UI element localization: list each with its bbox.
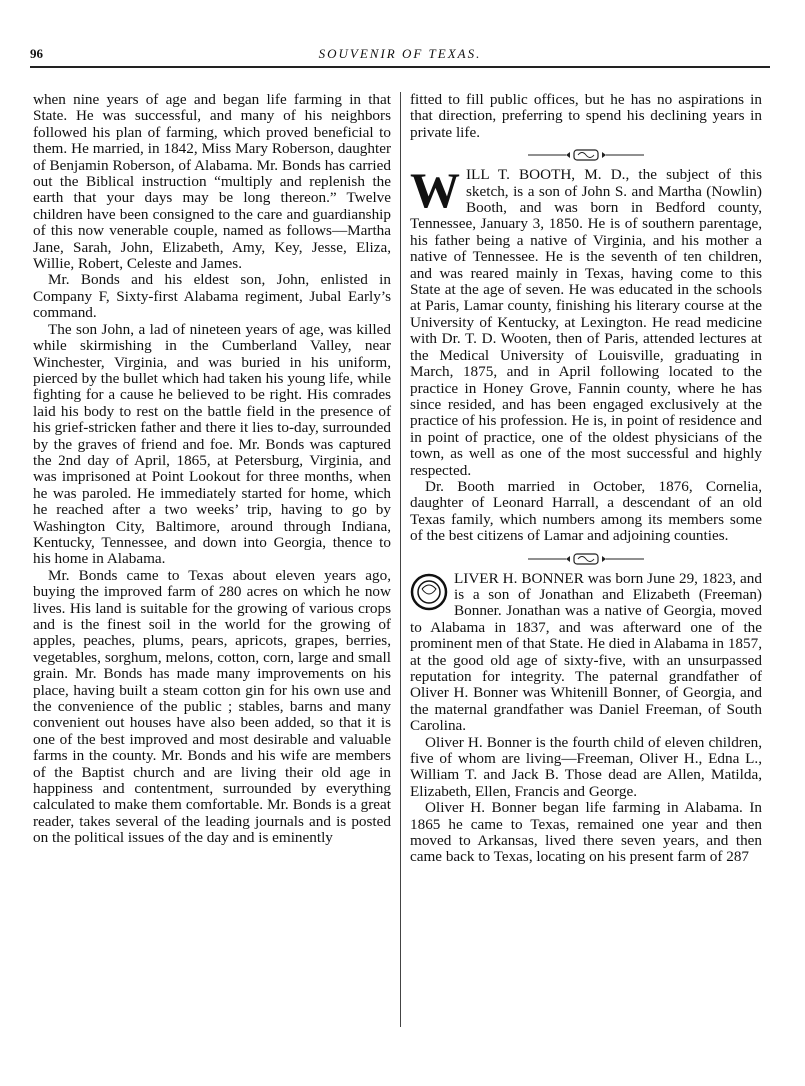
ornament-divider-icon xyxy=(526,148,646,162)
section-ornament xyxy=(410,552,762,566)
booth-name: ILL T. BOOTH, M. D., xyxy=(466,167,630,184)
page-number: 96 xyxy=(30,46,43,61)
bonds-paragraph-1: when nine years of age and began life farming in that State. He was successful, and many of his neighbors followed his plan of farming, which proved beneficial to them. He married, in 1842, Miss Mary Roberson, daughter of Benjamin Roberson, of Alabama. Mr. Bonds has carried out the Biblical instruction “multiply and replenish the earth that your days may be long thereon.” Twelve children have been consigned to the care and guardianship of this now venerable couple, named as follows—Martha Jane, Sarah, John, Elizabeth, Amy, Key, Jesse, Eliza, Willie, Robert, Celeste and James. xyxy=(33,91,391,273)
booth-paragraph-1 xyxy=(410,167,762,479)
bonds-paragraph-continued: fitted to fill public offices, but he has no aspirations in that direction, preferring to spend his declining years in private life. xyxy=(410,91,762,141)
bonner-paragraph-2: Oliver H. Bonner is the fourth child of eleven children, five of whom are living—Freeman, Oliver H., Edna L., William T. and Jack B. Those dead are Allen, Matilda, Elizabeth, Ellen, Francis and George. xyxy=(410,733,762,800)
bonds-paragraph-4: Mr. Bonds came to Texas about eleven years ago, buying the improved farm of 280 acres on which he now lives. His land is suitable for the growing of various crops and is the finest soil in the world for the growing of apples, peaches, plums, pears, apricots, grapes, berries, vegetables, sorghum, melons, cotton, corn, large and small grain. Mr. Bonds has made many improvements on his place, having built a steam cotton gin for his own use and the convenience of the public ; stables, barns and many convenient out houses have also been added, so that it is one of the best improved and most desirable and valuable farms in the county. Mr. Bonds and his wife are members of the Baptist church and are living their old age in happiness and contentment, surrounded by everything calculated to make them comfortable. Mr. Bonds is a great reader, takes several of the leading journals and is posted on the political issues of the day and is eminently xyxy=(33,566,391,847)
booth-biography xyxy=(410,167,762,544)
booth-paragraph-1-text: the subject of this sketch, is a son of John S. and Martha (Nowlin) Booth, and was born in Bedford county, Tennessee, January 3, 1850. He is of southern parentage, his father being a native of Virginia, and his mother a native of Tennessee. He is the seventh of ten children, and was reared mainly in Texas, having come to this State at the age of seven. He was educated in the schools at Paris, Lamar county, finishing his literary course at the University of Kentucky, at Lexington. He read medicine with Dr. T. D. Wooten, then of Paris, attended lectures at the Medical University of Louisville, graduating in March, 1875, and in April following located to the practice in Honey Grove, Fannin county, where he has since resided, and has been engaged exclusively at the practice of his profession. He is, in point of residence and in point of practice, one of the oldest physicians of the town, as well as one of the most successful and highly respected. xyxy=(410,167,762,479)
header-rule xyxy=(30,66,770,68)
right-column xyxy=(410,92,762,866)
bonner-paragraph-1 xyxy=(410,571,762,735)
bonds-paragraph-2: Mr. Bonds and his eldest son, John, enlisted in Company F, Sixty-first Alabama regiment, Jubal Early’s command. xyxy=(33,271,391,322)
column-divider xyxy=(400,92,401,1027)
page-header xyxy=(30,46,770,70)
left-column xyxy=(33,92,391,847)
booth-paragraph-2: Dr. Booth married in October, 1876, Cornelia, daughter of Leonard Harrall, a descendant of an old Texas family, which numbers among its members some of the best citizens of Lamar and adjoining counties. xyxy=(410,477,762,545)
bonner-name: LIVER H. BONNER xyxy=(454,570,584,587)
bonner-biography xyxy=(410,571,762,866)
bonner-drop-cap xyxy=(410,573,448,614)
section-ornament xyxy=(410,148,762,162)
bonds-paragraph-3: The son John, a lad of nineteen years of age, was killed while skirmishing in the Cumberland Valley, near Winchester, Virginia, and was buried in his uniform, pierced by the bullet which had taken his young life, while fighting for a cause he believed to be right. His comrades laid his body to rest on the battle field in the presence of his grief-stricken father and there it lies to-day, surrounded by the graves of friend and foe. Mr. Bonds was captured the 2nd day of April, 1865, at Petersburg, Virginia, and was imprisoned at Point Lookout for three months, when he was paroled. He immediately started for home, which he reached after a two weeks’ trip, having to go by Washington City, Baltimore, around through Indiana, Kentucky, Tennessee, and down into Georgia, thence to his home in Alabama. xyxy=(33,320,391,568)
bonner-paragraph-1-text: was born June 29, 1823, and is a son of Jonathan and Elizabeth (Freeman) Bonner. Jonathan was a native of Georgia, moved to Alabama in 1837, and was afterward one of the prominent men of that State. He died in Alabama in 1857, at the good old age of sixty-five, with an unsurpassed reputation for integrity. The paternal grandfather of Oliver H. Bonner was Whitenill Bonner, of Georgia, and the maternal grandfather was Daniel Freeman, of South Carolina. xyxy=(410,570,762,735)
ornament-divider-icon xyxy=(526,552,646,566)
running-title: SOUVENIR OF TEXAS. xyxy=(318,46,482,61)
ornamental-o-icon xyxy=(410,573,448,611)
booth-drop-cap: W xyxy=(410,167,460,219)
bonner-paragraph-3: Oliver H. Bonner began life farming in Alabama. In 1865 he came to Texas, remained one year and then moved to Arkansas, lived there seven years, and then came back to Texas, locating on his present farm of 287 xyxy=(410,799,762,866)
